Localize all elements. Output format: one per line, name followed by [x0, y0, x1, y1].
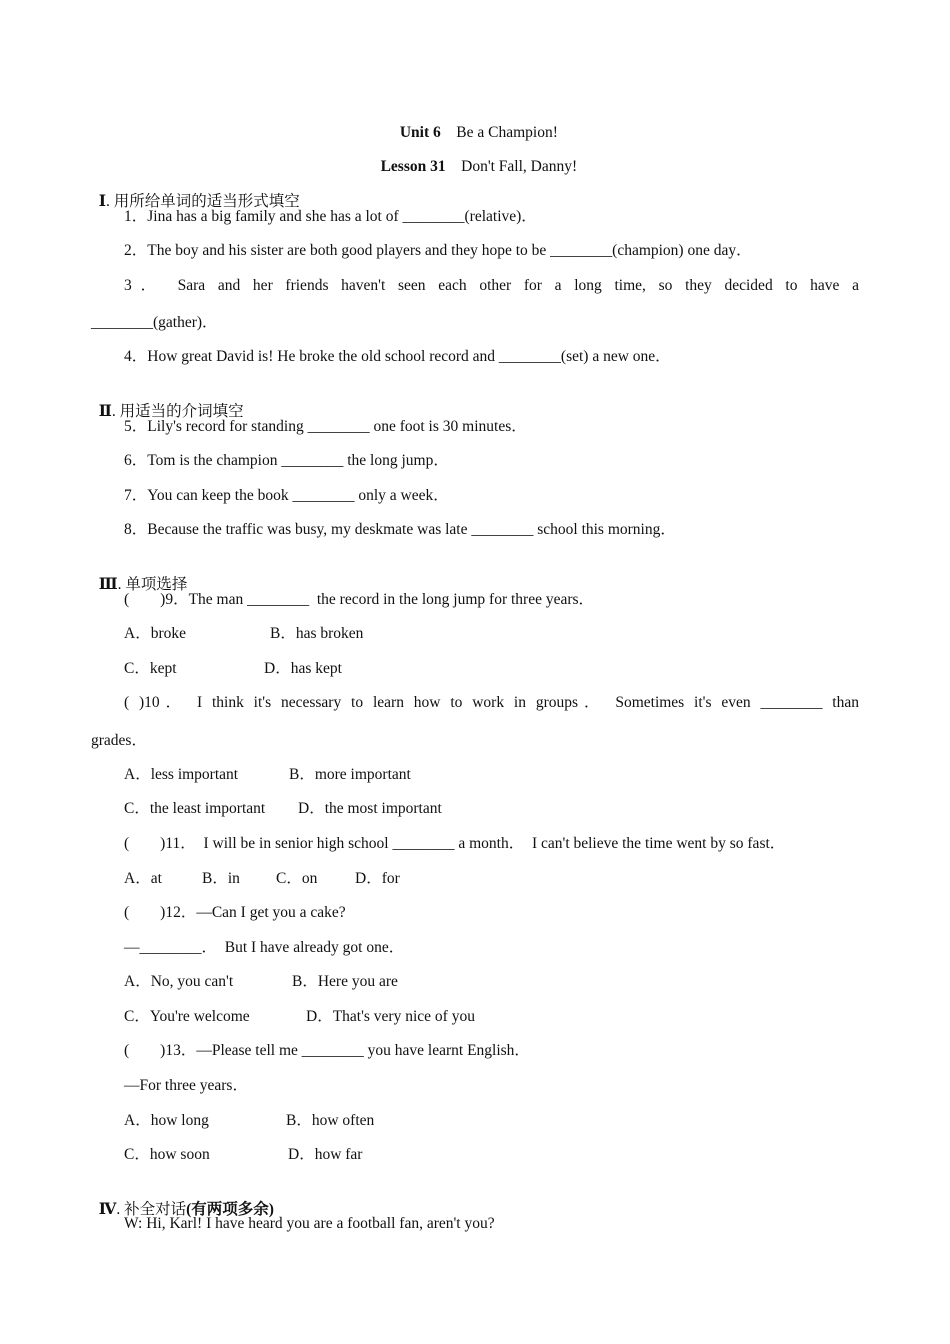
question-8: 8．Because the traffic was busy, my deskmate was late ________ school this morning． [124, 521, 676, 538]
question-4: 4．How great David is! He broke the old school record and ________(set) a new one． [124, 348, 671, 365]
question-10: ( )10． I think it's necessary to learn how to work in groups． Sometimes it's even ________ than [124, 694, 859, 711]
question-6: 6．Tom is the champion ________ the long jump． [124, 452, 449, 469]
question-13: ( )13．—Please tell me ________ you have learnt English． [124, 1042, 530, 1059]
question-12: ( )12．—Can I get you a cake? [124, 904, 346, 921]
section-3-numeral: Ⅲ [98, 576, 118, 593]
section-3-heading [91, 555, 187, 595]
lesson-heading [0, 137, 950, 177]
q9-option-a: A．broke [124, 625, 186, 642]
q11-option-d: D．for [355, 870, 400, 887]
q10-option-a: A．less important [124, 766, 239, 783]
unit-label: Unit 6 [399, 124, 441, 141]
q13-option-a: A．how long [124, 1112, 209, 1129]
question-7: 7．You can keep the book ________ only a week． [124, 487, 449, 504]
question-9: ( )9．The man ________ the record in the long jump for three years． [124, 591, 595, 608]
unit-title: Be a Champion! [456, 124, 558, 141]
q9-option-d: D．has kept [264, 660, 342, 677]
section-2-numeral: Ⅱ [98, 403, 112, 420]
section-2-heading [91, 382, 244, 422]
q11-option-c: C．on [276, 870, 318, 887]
question-2: 2．The boy and his sister are both good players and they hope to be ________(champion) one day． [124, 242, 752, 259]
q9-option-b: B．has broken [270, 625, 364, 642]
question-5: 5．Lily's record for standing ________ one foot is 30 minutes． [124, 418, 527, 435]
q12-option-a: A．No, you can't [124, 973, 234, 990]
section-4-numeral: Ⅳ [98, 1201, 117, 1218]
section-1-heading [91, 172, 300, 212]
question-3-continued: ________(gather)． [91, 314, 218, 331]
section-2-title: . 用适当的介词填空 [111, 403, 244, 420]
q13-option-b: B．how often [286, 1112, 375, 1129]
lesson-title: Don't Fall, Danny! [461, 158, 578, 175]
question-10-continued: grades． [91, 732, 147, 749]
section-1-numeral: Ⅰ [98, 193, 107, 210]
q10-option-c: C．the least important [124, 800, 266, 817]
section-4-title: . 补全对话 [116, 1201, 187, 1218]
q9-option-c: C．kept [124, 660, 177, 677]
question-11: ( )11． I will be in senior high school ________ a month． I can't believe the time went by so fast． [124, 835, 786, 852]
q12-option-d: D．That's very nice of you [306, 1008, 475, 1025]
q12-reply: —________． But I have already got one． [124, 939, 405, 956]
q13-option-c: C．how soon [124, 1146, 210, 1163]
q10-option-b: B．more important [289, 766, 411, 783]
q13-option-d: D．how far [288, 1146, 363, 1163]
q11-option-a: A．at [124, 870, 162, 887]
q11-option-b: B．in [202, 870, 240, 887]
question-1: 1．Jina has a big family and she has a lot of ________(relative)． [124, 208, 537, 225]
lesson-label: Lesson 31 [380, 158, 446, 175]
q13-reply: —For three years． [124, 1077, 248, 1094]
q12-option-c: C．You're welcome [124, 1008, 250, 1025]
section-1-title: . 用所给单词的适当形式填空 [106, 193, 300, 210]
section-4-note: (有两项多余) [186, 1201, 274, 1218]
q12-option-b: B．Here you are [292, 973, 398, 990]
question-3: 3． Sara and her friends haven't seen each other for a long time, so they decided to have a [124, 277, 859, 294]
section-3-title: . 单项选择 [117, 576, 188, 593]
q10-option-d: D．the most important [298, 800, 442, 817]
dialogue-line-1: W: Hi, Karl! I have heard you are a football fan, aren't you? [124, 1215, 495, 1232]
